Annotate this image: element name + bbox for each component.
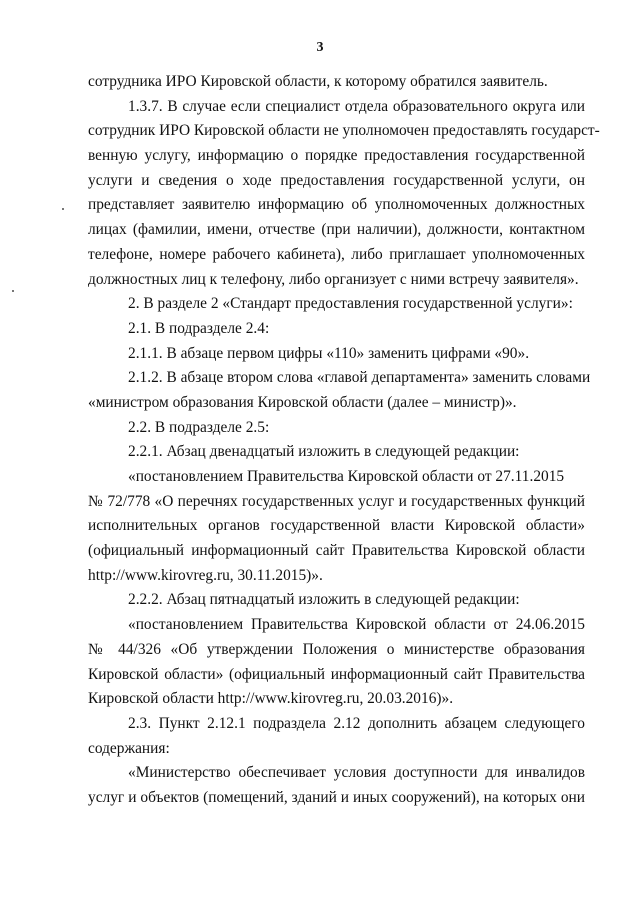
text-line: http://www.kirovreg.ru, 30.11.2015)».	[88, 566, 323, 584]
text-line: 2.1.2. В абзаце втором слова «главой департамента» заменить словами	[128, 369, 591, 387]
text-line: «Министерство обеспечивает условия доступности для инвалидов	[128, 764, 585, 782]
text-line: 2.1.1. В абзаце первом цифры «110» заменить цифрами «90».	[128, 344, 530, 362]
text-line: содержания:	[88, 739, 170, 757]
text-line: Кировской области http://www.kirovreg.ru, 20.03.2016)».	[88, 690, 454, 708]
text-line: услуги и сведения о ходе предоставления государственной услуги, он	[88, 171, 585, 189]
text-line: «постановлением Правительства Кировской области от 27.11.2015	[128, 468, 565, 485]
page-number: 3	[316, 40, 324, 55]
text-line: услуг и объектов (помещений, зданий и иных сооружений), на которых они	[88, 788, 585, 806]
text-line: телефоне, номере рабочего кабинета), либо приглашает уполномоченных	[88, 245, 585, 263]
text-line: Кировской области» (официальный информационный сайт Правительства	[88, 665, 585, 683]
text-line: сотрудника ИРО Кировской области, к которому обратился заявитель.	[88, 73, 548, 90]
document-body	[88, 70, 600, 811]
text-line: исполнительных органов государственной власти Кировской области»	[88, 517, 585, 535]
text-line: венную услугу, информацию о порядке предоставления государственной	[88, 147, 585, 165]
text-line: 1.3.7. В случае если специалист отдела образовательного округа или	[128, 97, 585, 115]
text-line: сотрудник ИРО Кировской области не уполномочен предоставлять государст-	[88, 122, 600, 140]
text-line: 2.2.2. Абзац пятнадцатый изложить в следующей редакции:	[128, 591, 520, 609]
text-line: 2.1. В подразделе 2.4:	[128, 319, 270, 337]
text-line: представляет заявителю информацию об уполномоченных должностных	[88, 196, 585, 214]
text-line: № 44/326 «Об утверждении Положения о министерстве образования	[88, 640, 585, 658]
text-line: № 72/778 «О перечнях государственных услуг и государственных функций	[88, 492, 585, 510]
scan-speck	[12, 290, 14, 292]
text-line: (официальный информационный сайт Правительства Кировской области	[88, 542, 585, 560]
scan-speck	[62, 208, 64, 210]
text-line: «постановлением Правительства Кировской области от 24.06.2015	[128, 616, 585, 634]
text-line: 2. В разделе 2 «Стандарт предоставления государственной услуги»:	[128, 295, 573, 313]
text-line: «министром образования Кировской области (далее – министр)».	[88, 393, 517, 411]
text-line: 2.3. Пункт 2.12.1 подраздела 2.12 дополнить абзацем следующего	[128, 714, 585, 732]
text-line: лицах (фамилии, имени, отчестве (при наличии), должности, контактном	[88, 221, 585, 239]
text-line: 2.2. В подразделе 2.5:	[128, 418, 270, 436]
text-line: 2.2.1. Абзац двенадцатый изложить в следующей редакции:	[128, 443, 520, 461]
text-line: должностных лиц к телефону, либо организует с ними встречу заявителя».	[88, 270, 579, 288]
